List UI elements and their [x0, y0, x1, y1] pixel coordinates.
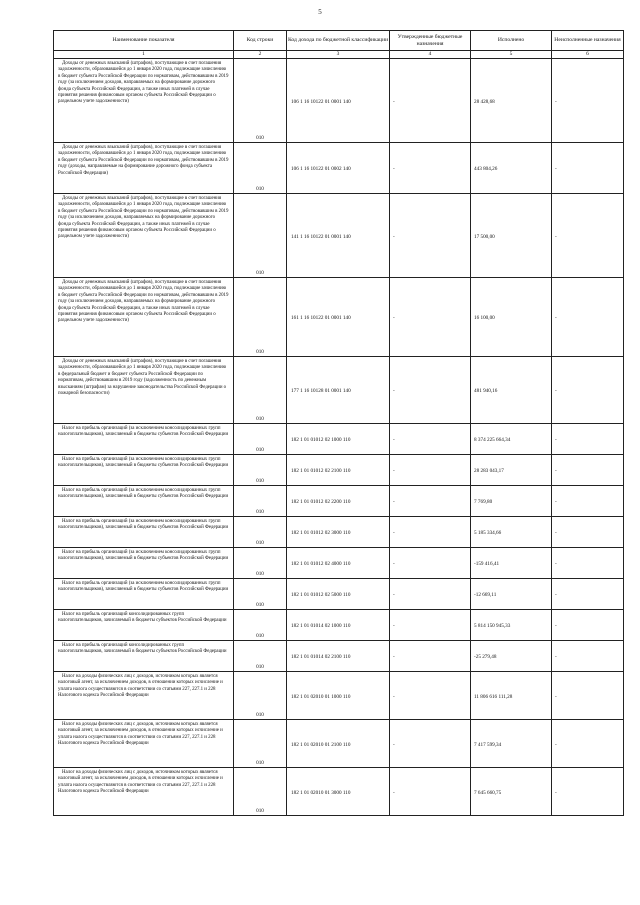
header-name: Наименование показателя	[54, 31, 234, 51]
row-line-code: 010	[234, 517, 287, 548]
row-name: Налог на прибыль организаций консолидированных групп налогоплательщиков, зачисляемый в бюджеты субъектов Российской Федерации	[54, 641, 234, 672]
row-executed: -12 669,11	[471, 579, 552, 610]
row-line-code: 010	[234, 610, 287, 641]
row-unexecuted: -	[552, 278, 624, 357]
row-executed: 7 769,80	[471, 486, 552, 517]
row-name: Налог на прибыль организаций (за исключением консолидированных групп налогоплательщиков), зачисляемый в бюджеты субъектов Российской Федерации	[54, 486, 234, 517]
row-unexecuted: -	[552, 59, 624, 143]
row-approved: -	[390, 720, 471, 768]
row-unexecuted: -	[552, 424, 624, 455]
table-row	[54, 548, 624, 579]
row-executed: 28 428,68	[471, 59, 552, 143]
row-executed: 17 500,00	[471, 194, 552, 278]
row-unexecuted: -	[552, 720, 624, 768]
table-row	[54, 720, 624, 768]
row-unexecuted: -	[552, 143, 624, 194]
column-number: 3	[287, 51, 390, 59]
row-approved: -	[390, 579, 471, 610]
row-line-code: 010	[234, 720, 287, 768]
row-approved: -	[390, 194, 471, 278]
row-name: Налог на прибыль организаций (за исключением консолидированных групп налогоплательщиков), зачисляемый в бюджеты субъектов Российской Федерации	[54, 455, 234, 486]
table-row	[54, 424, 624, 455]
row-line-code: 010	[234, 486, 287, 517]
table-row	[54, 59, 624, 143]
row-approved: -	[390, 548, 471, 579]
row-kbk: 106 1 16 10122 01 0001 140	[287, 59, 390, 143]
row-line-code: 010	[234, 672, 287, 720]
row-line-code: 010	[234, 768, 287, 816]
row-approved: -	[390, 143, 471, 194]
row-executed: 481 940,16	[471, 357, 552, 424]
row-executed: -159 416,41	[471, 548, 552, 579]
row-executed: 8 374 225 664,34	[471, 424, 552, 455]
column-number: 1	[54, 51, 234, 59]
table-row	[54, 486, 624, 517]
row-kbk: 161 1 16 10122 01 0001 140	[287, 278, 390, 357]
row-line-code: 010	[234, 357, 287, 424]
row-line-code: 010	[234, 579, 287, 610]
row-approved: -	[390, 424, 471, 455]
column-number: 6	[552, 51, 624, 59]
row-approved: -	[390, 278, 471, 357]
row-line-code: 010	[234, 641, 287, 672]
row-unexecuted: -	[552, 486, 624, 517]
row-kbk: 182 1 01 01012 02 2100 110	[287, 455, 390, 486]
row-unexecuted: -	[552, 548, 624, 579]
header-line-code: Код строки	[234, 31, 287, 51]
header-approved: Утвержденные бюджетные назначения	[390, 31, 471, 51]
row-name: Налог на доходы физических лиц с доходов, источником которых является налоговый агент, за исключением доходов, в отношении которых исчисление и уплата налога осуществляются в соответствии со статьями 227, 227.1 и 228 Налогового кодекса Российской Федерации	[54, 672, 234, 720]
row-kbk: 182 1 01 01012 02 3000 110	[287, 517, 390, 548]
row-unexecuted: -	[552, 357, 624, 424]
header-unexecuted: Неисполненные назначения	[552, 31, 624, 51]
column-number: 5	[471, 51, 552, 59]
row-kbk: 182 1 01 01012 02 4000 110	[287, 548, 390, 579]
row-approved: -	[390, 455, 471, 486]
row-line-code: 010	[234, 548, 287, 579]
row-approved: -	[390, 768, 471, 816]
row-line-code: 010	[234, 424, 287, 455]
revenue-table	[53, 30, 624, 816]
row-name: Доходы от денежных взысканий (штрафов), поступающие в счет погашения задолженности, образовавшейся до 1 января 2020 года, подлежащие зачислению в бюджет субъекта Российской Федерации по нормативам, действовавшим в 2019 году (за исключением доходов, направляемых на формирование дорожного фонда субъекта Российской Федерации, а также иных платежей в случае принятия решения финансовым органом субъекта Российской Федерации о раздельном учете задолженности)	[54, 278, 234, 357]
row-line-code: 010	[234, 278, 287, 357]
table-row	[54, 357, 624, 424]
table-row	[54, 455, 624, 486]
row-approved: -	[390, 610, 471, 641]
row-executed: 7 417 599,34	[471, 720, 552, 768]
table-header-row	[54, 31, 624, 51]
row-unexecuted: -	[552, 768, 624, 816]
row-name: Налог на прибыль организаций (за исключением консолидированных групп налогоплательщиков), зачисляемый в бюджеты субъектов Российской Федерации	[54, 579, 234, 610]
row-executed: 28 283 043,17	[471, 455, 552, 486]
row-line-code: 010	[234, 194, 287, 278]
column-number-row	[54, 51, 624, 59]
row-kbk: 177 1 16 10128 01 0001 140	[287, 357, 390, 424]
table-row	[54, 610, 624, 641]
row-line-code: 010	[234, 455, 287, 486]
row-approved: -	[390, 672, 471, 720]
row-executed: -25 279,48	[471, 641, 552, 672]
row-kbk: 182 1 01 01012 02 5000 110	[287, 579, 390, 610]
row-unexecuted: -	[552, 672, 624, 720]
row-executed: 7 645 660,75	[471, 768, 552, 816]
row-executed: 16 100,00	[471, 278, 552, 357]
row-name: Налог на прибыль организаций (за исключением консолидированных групп налогоплательщиков), зачисляемый в бюджеты субъектов Российской Федерации	[54, 424, 234, 455]
row-name: Доходы от денежных взысканий (штрафов), поступающие в счет погашения задолженности, образовавшейся до 1 января 2020 года, подлежащие зачислению в бюджет субъекта Российской Федерации по нормативам, действовавшим в 2019 году (за исключением доходов, направляемых на формирование дорожного фонда субъекта Российской Федерации, а также иных платежей в случае принятия решения финансовым органом субъекта Российской Федерации о раздельном учете задолженности)	[54, 194, 234, 278]
table-row	[54, 768, 624, 816]
row-name: Налог на доходы физических лиц с доходов, источником которых является налоговый агент, за исключением доходов, в отношении которых исчисление и уплата налога осуществляются в соответствии со статьями 227, 227.1 и 228 Налогового кодекса Российской Федерации	[54, 720, 234, 768]
row-executed: 11 806 616 111,28	[471, 672, 552, 720]
row-unexecuted: -	[552, 194, 624, 278]
table-body	[54, 59, 624, 816]
row-executed: 5 185 334,66	[471, 517, 552, 548]
column-number: 4	[390, 51, 471, 59]
row-kbk: 182 1 01 02010 01 1000 110	[287, 672, 390, 720]
row-line-code: 010	[234, 143, 287, 194]
row-approved: -	[390, 357, 471, 424]
header-executed: Исполнено	[471, 31, 552, 51]
row-name: Налог на прибыль организаций (за исключением консолидированных групп налогоплательщиков), зачисляемый в бюджеты субъектов Российской Федерации	[54, 548, 234, 579]
row-unexecuted: -	[552, 517, 624, 548]
row-name: Доходы от денежных взысканий (штрафов), поступающие в счет погашения задолженности, образовавшейся до 1 января 2020 года, подлежащие зачислению в бюджет субъекта Российской Федерации по нормативам, действовавшим в 2019 году (за исключением доходов, направляемых на формирование дорожного фонда субъекта Российской Федерации, а также иных платежей в случае принятия решения финансовым органом субъекта Российской Федерации о раздельном учете задолженности)	[54, 59, 234, 143]
header-kbk: Код дохода по бюджетной классификации	[287, 31, 390, 51]
row-kbk: 182 1 01 01012 02 2200 110	[287, 486, 390, 517]
row-executed: 443 804,26	[471, 143, 552, 194]
row-kbk: 182 1 01 01014 02 1000 110	[287, 610, 390, 641]
table-row	[54, 579, 624, 610]
row-approved: -	[390, 641, 471, 672]
row-unexecuted: -	[552, 579, 624, 610]
row-kbk: 182 1 01 02010 01 2100 110	[287, 720, 390, 768]
row-unexecuted: -	[552, 455, 624, 486]
row-kbk: 182 1 01 01012 02 1000 110	[287, 424, 390, 455]
row-approved: -	[390, 59, 471, 143]
table-row	[54, 278, 624, 357]
row-unexecuted: -	[552, 641, 624, 672]
row-name: Доходы от денежных взысканий (штрафов), поступающие в счет погашения задолженности, образовавшейся до 1 января 2020 года, подлежащие зачислению в федеральный бюджет и бюджет субъекта Российской Федерации по нормативам, действовавшим в 2019 году (задолженность по денежным взысканиям (штрафам) за нарушение законодательства Российской Федерации о пожарной безопасности)	[54, 357, 234, 424]
row-line-code: 010	[234, 59, 287, 143]
row-approved: -	[390, 486, 471, 517]
row-kbk: 182 1 01 01014 02 2100 110	[287, 641, 390, 672]
row-name: Доходы от денежных взысканий (штрафов), поступающие в счет погашения задолженности, образовавшейся до 1 января 2020 года, подлежащие зачислению в бюджет субъекта Российской Федерации по нормативам, действовавшим в 2019 году (доходы, направляемые на формирование дорожного фонда субъекта Российской Федерации)	[54, 143, 234, 194]
row-kbk: 106 1 16 10122 01 0002 140	[287, 143, 390, 194]
table-row	[54, 143, 624, 194]
table-row	[54, 517, 624, 548]
table-row	[54, 194, 624, 278]
column-number: 2	[234, 51, 287, 59]
row-unexecuted: -	[552, 610, 624, 641]
row-name: Налог на прибыль организаций (за исключением консолидированных групп налогоплательщиков), зачисляемый в бюджеты субъектов Российской Федерации	[54, 517, 234, 548]
table-row	[54, 672, 624, 720]
row-executed: 5 814 150 945,33	[471, 610, 552, 641]
row-name: Налог на прибыль организаций консолидированных групп налогоплательщиков, зачисляемый в бюджеты субъектов Российской Федерации	[54, 610, 234, 641]
table-row	[54, 641, 624, 672]
row-kbk: 141 1 16 10122 01 0001 140	[287, 194, 390, 278]
row-approved: -	[390, 517, 471, 548]
page-number: 5	[318, 8, 322, 16]
row-kbk: 182 1 01 02010 01 3000 110	[287, 768, 390, 816]
row-name: Налог на доходы физических лиц с доходов, источником которых является налоговый агент, за исключением доходов, в отношении которых исчисление и уплата налога осуществляются в соответствии со статьями 227, 227.1 и 228 Налогового кодекса Российской Федерации	[54, 768, 234, 816]
